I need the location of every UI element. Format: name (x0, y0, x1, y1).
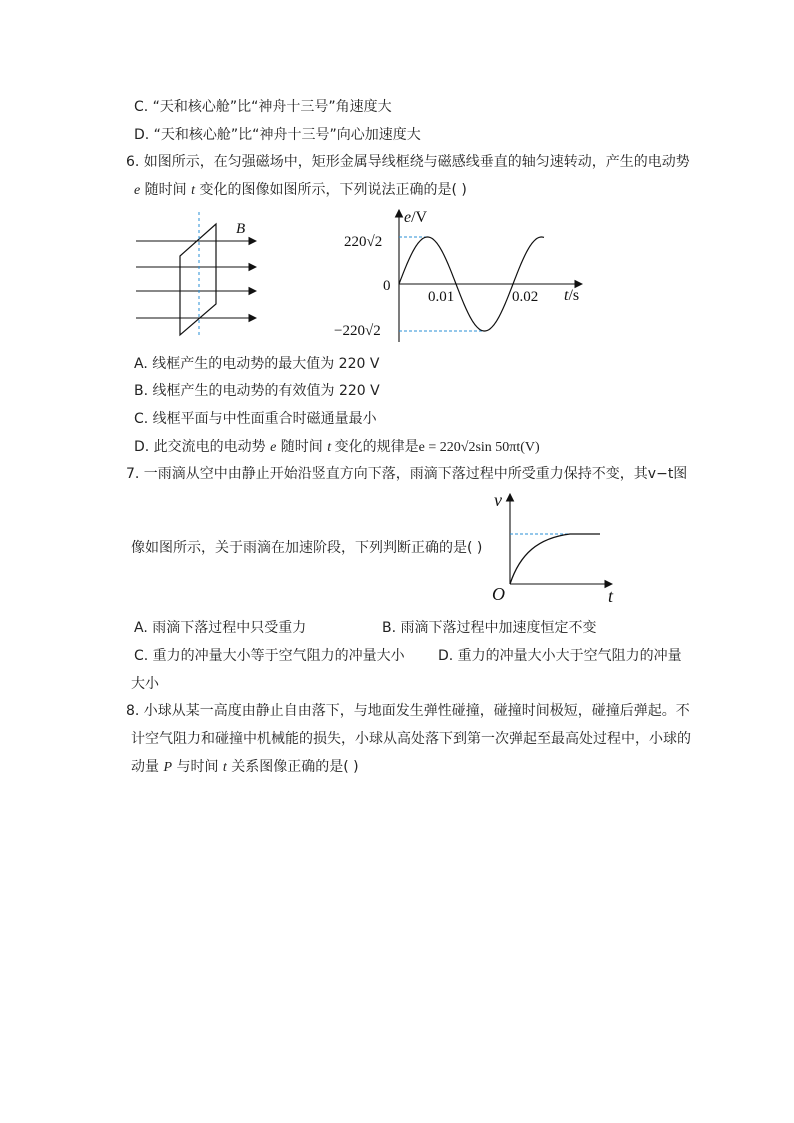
y-max-label: 220√2 (344, 234, 383, 250)
q8-stem-line1: 8. 小球从某一高度由静止自由落下，与地面发生弹性碰撞，碰撞时间极短，碰撞后弹起。不 (126, 703, 690, 719)
q7-option-d-cont: 大小 (131, 676, 159, 692)
q6-option-b: B. 线框产生的电动势的有效值为 220 V (134, 383, 380, 399)
q7-option-c: C. 重力的冲量大小等于空气阻力的冲量大小 (134, 648, 405, 664)
q7-stem-line2: 像如图所示，关于雨滴在加速阶段，下列判断正确的是( ) (131, 540, 483, 556)
q7-option-d: D. 重力的冲量大小大于空气阻力的冲量 (438, 648, 682, 664)
q5-option-c: C. “天和核心舱”比“神舟十三号”角速度大 (134, 99, 392, 115)
coil-field-figure (128, 208, 268, 340)
t-axis-label: t (608, 586, 614, 606)
q7-option-a: A. 雨滴下落过程中只受重力 (134, 620, 307, 636)
q7-stem-line1: 7. 一雨滴从空中由静止开始沿竖直方向下落，雨滴下落过程中所受重力保持不变，其v−t图 (126, 466, 688, 482)
y-min-label: −220√2 (334, 323, 381, 339)
x-axis-label: t/s (564, 287, 580, 304)
y-zero-label: 0 (383, 278, 391, 294)
q7-option-b: B. 雨滴下落过程中加速度恒定不变 (382, 620, 597, 636)
q8-stem-line2: 计空气阻力和碰撞中机械能的损失，小球从高处落下到第一次弹起至最高处过程中，小球的 (131, 731, 691, 747)
q5-option-d: D. “天和核心舱”比“神舟十三号”向心加速度大 (134, 127, 421, 143)
emf-time-graph (330, 204, 592, 344)
q6-option-c: C. 线框平面与中性面重合时磁通量最小 (134, 411, 377, 427)
y-axis-label: e/V (404, 209, 428, 226)
q6-stem-line2: e 随时间 t 变化的图像如图所示，下列说法正确的是( ) (134, 182, 467, 198)
field-label-b: B (236, 221, 246, 237)
q6-stem-line1: 6. 如图所示，在匀强磁场中，矩形金属导线框绕与磁感线垂直的轴匀速转动，产生的电动势 (126, 154, 690, 170)
x-tick-2: 0.02 (512, 289, 539, 305)
v-axis-label: v (494, 490, 502, 510)
q6-option-a: A. 线框产生的电动势的最大值为 220 V (134, 356, 380, 372)
field-lines (136, 241, 256, 318)
velocity-time-graph (486, 488, 622, 606)
q8-stem-line3: 动量 P 与时间 t 关系图像正确的是( ) (131, 759, 359, 775)
x-tick-1: 0.01 (428, 289, 455, 305)
velocity-curve (510, 534, 600, 584)
origin-label: O (492, 584, 505, 604)
q6-option-d: D. 此交流电的电动势 e 随时间 t 变化的规律是e = 220√2sin 50πt(V) (134, 439, 540, 455)
